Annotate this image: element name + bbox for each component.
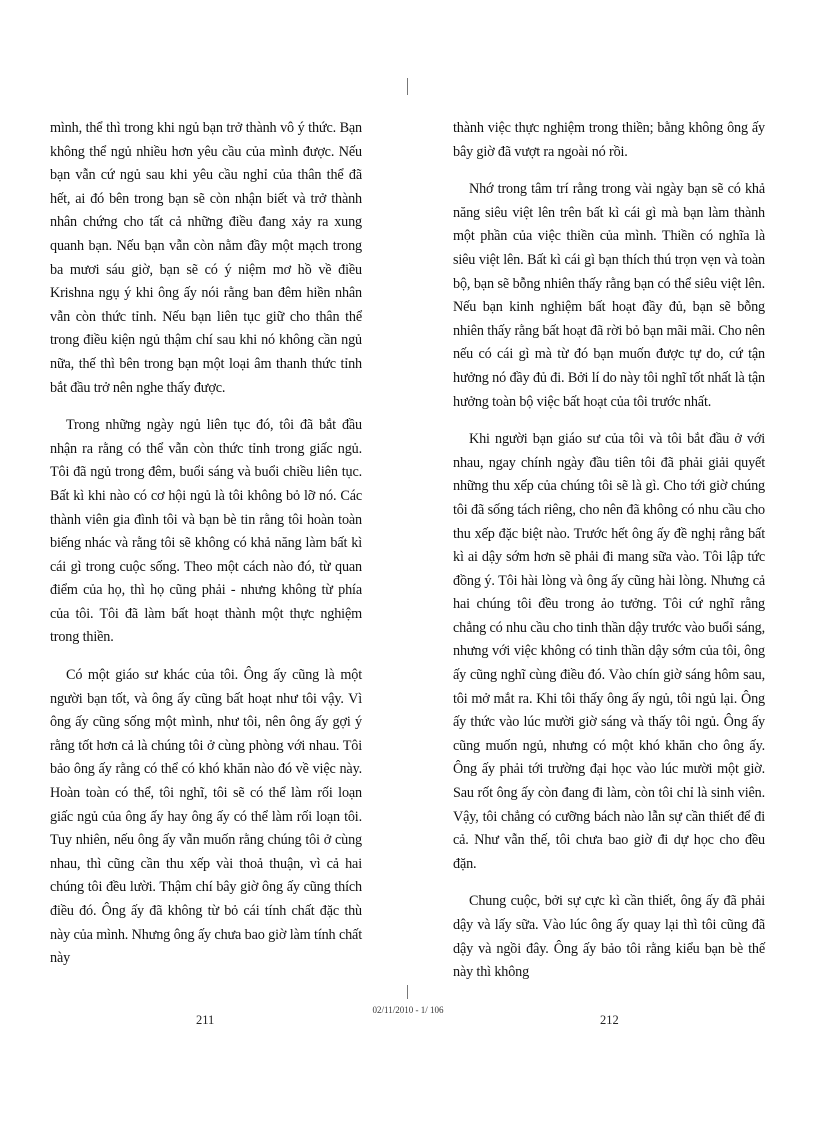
paragraph: Nhớ trong tâm trí rằng trong vài ngày bạn sẽ có khả năng siêu việt lên trên bất kì cái gì mà bạn làm thành một phần của việc thiền của mình. Thiền có nghĩa là siêu việt lên. Bất kì cái gì bạn thích thú trọn vẹn và toàn bộ, bạn sẽ bỗng nhiên thấy rằng bạn có thể siêu việt lên. Nếu bạn kinh nghiệm bất hoạt đầy đủ, bạn sẽ bỗng nhiên thấy rằng bất hoạt đã rời bỏ bạn mãi mãi. Cho nên nếu có cái gì mà từ đó bạn muốn được tự do, cứ tận hưởng nó đầy đủ đi. Bởi lí do này tôi nghĩ tốt nhất là tận hưởng toàn bộ việc bất hoạt của tôi trước nhất. <box>453 181 765 410</box>
center-divider-bottom <box>407 985 408 999</box>
paragraph: thành việc thực nghiệm trong thiền; bằng không ông ấy bây giờ đã vượt ra ngoài nó rồi. <box>453 120 765 160</box>
right-page-column <box>453 117 765 999</box>
paragraph: Khi người bạn giáo sư của tôi và tôi bắt đầu ở với nhau, ngay chính ngày đầu tiên tôi đã phải giải quyết những thu xếp của chúng tôi sẽ là gì. Cho tới giờ chúng tôi đã sống tách riêng, cho nên đã không có nhu cầu cho thu xếp đặc biệt nào. Trước hết ông ấy đề nghị rằng bất kì ai dậy sớm hơn sẽ phải đi mang sữa vào. Tôi lập tức đồng ý. Tôi hài lòng và ông ấy cũng hài lòng. Nhưng cả hai chúng tôi đều trong ảo tưởng. Tôi cứ nghĩ rằng chẳng có nhu cầu cho tinh thần dậy trước vào buổi sáng, nhưng với việc không có tinh thần dậy sớm của tôi, ông ấy cũng nghĩ cùng điều đó. Vào chín giờ sáng hôm sau, tôi mở mắt ra. Khi tôi thấy ông ấy ngủ, tôi ngủ lại. Ông ấy thức vào lúc mười giờ sáng và thấy tôi ngủ. Ông ấy cũng muốn ngủ, nhưng có một khó khăn cho ông ấy. Ông ấy phải tới trường đại học vào lúc mười một giờ. Sau rốt ông ấy còn đang đi làm, còn tôi chỉ là sinh viên. Vậy, tôi chẳng có cưỡng bách nào lẫn sự cần thiết để đi cả. Như vẫn thế, tôi chưa bao giờ đi dự học cho đều đặn. <box>453 431 765 872</box>
paragraph: Chung cuộc, bởi sự cực kì cần thiết, ông ấy đã phải dậy và lấy sữa. Vào lúc ông ấy quay lại thì tôi cũng đã dậy và ngồi đây. Ông ấy bảo tôi rằng kiểu bạn bè thế này thì không <box>453 893 765 981</box>
paragraph: Trong những ngày ngủ liên tục đó, tôi đã bắt đầu nhận ra rằng có thể vẫn còn thức tỉnh trong giấc ngủ. Tôi đã ngủ trong đêm, buổi sáng và buổi chiều liên tục. Bất kì khi nào có cơ hội ngủ là tôi không bỏ lỡ nó. Các thành viên gia đình tôi và bạn bè tin rằng tôi hoàn toàn biếng nhác và rằng tôi sẽ không có khả năng làm bất kì cái gì trong cuộc sống. Theo một cách nào đó, từ quan điểm của họ, thì họ cũng phải - nhưng không từ phía của tôi. Tôi đã làm bất hoạt thành một thực nghiệm trong thiền. <box>50 417 362 646</box>
print-date-stamp: 02/11/2010 - 1/ 106 <box>372 1005 444 1015</box>
right-page-number: 212 <box>600 1013 619 1027</box>
paragraph: Có một giáo sư khác của tôi. Ông ấy cũng là một người bạn tốt, và ông ấy cũng bất hoạt như tôi vậy. Vì ông ấy cũng sống một mình, như tôi, nên ông ấy gợi ý rằng tốt hơn cả là chúng tôi ở cùng phòng với nhau. Tôi bảo ông ấy rằng có thể có khó khăn nào đó về việc này. Hoàn toàn có thể, tôi nghĩ, tôi sẽ có thể làm rối loạn giấc ngủ của ông ấy hay ông ấy có thể làm rối loạn tôi. Tuy nhiên, nếu ông ấy vẫn muốn rằng chúng tôi ở cùng nhau, thì cũng cần thu xếp vài thoả thuận, vì cả hai chúng tôi đều lười. Thậm chí bây giờ ông ấy cũng thích điều đó. Ông ấy đã không từ bỏ cái tính chất đặc thù này của mình. Nhưng ông ấy chưa bao giờ làm tính chất này <box>50 667 362 967</box>
left-page-number: 211 <box>196 1013 215 1027</box>
center-divider-top <box>407 78 408 95</box>
paragraph: mình, thể thì trong khi ngủ bạn trở thành vô ý thức. Bạn không thể ngủ nhiều hơn yêu cầu của mình được. Nếu bạn vẫn cứ ngủ sau khi yêu cầu nghỉ của thân thể đã hết, ai đó bên trong bạn sẽ còn nhận biết và trở thành nhân chứng cho tất cả những điều đang xảy ra xung quanh bạn. Nếu bạn vẫn còn nằm đầy một mạch trong ba mươi sáu giờ, bạn sẽ có ý niệm mơ hồ về điều Krishna ngụ ý khi ông ấy nói rằng ban đêm hiền nhân vẫn còn thức tỉnh. Nếu bạn liên tục giữ cho thân thể trong điều kiện ngủ thậm chí sau khi nó không cần ngủ nữa, thế thì bên trong bạn một loại âm thanh thức tỉnh bắt đầu trở nên nghe thấy được. <box>50 120 362 396</box>
left-page-column <box>50 117 362 985</box>
